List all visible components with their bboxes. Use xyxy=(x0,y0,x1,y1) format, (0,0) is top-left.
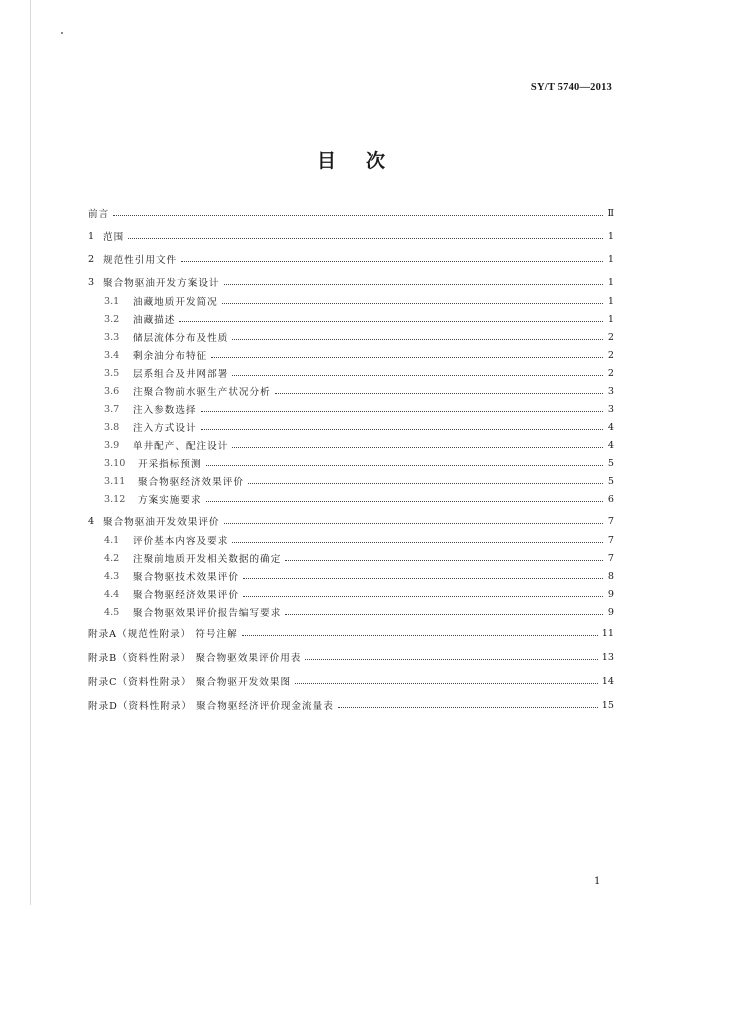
toc-entry-number: 3.11 xyxy=(104,475,126,487)
dot-leader xyxy=(305,659,597,660)
standard-code: SY/T 5740—2013 xyxy=(530,82,612,93)
toc-entry-label: 范围 xyxy=(103,232,125,243)
toc-entry-label: 附录C（资料性附录） 聚合物驱开发效果图 xyxy=(88,677,292,688)
toc-entry xyxy=(88,514,614,528)
toc-entry xyxy=(104,330,614,344)
toc-entry-number: 3.12 xyxy=(104,493,126,505)
dot-leader xyxy=(181,261,603,262)
toc-entry-page: 1 xyxy=(607,295,614,307)
dot-leader xyxy=(113,215,603,216)
dot-leader xyxy=(211,357,603,358)
toc-entry xyxy=(88,698,614,712)
toc-entry-label: 聚合物驱技术效果评价 xyxy=(133,572,239,583)
toc-entry-label: 聚合物驱油开发方案设计 xyxy=(103,278,220,289)
toc-entry-page: 14 xyxy=(601,675,614,687)
toc-entry-label: 附录D（资料性附录） 聚合物驱经济评价现金流量表 xyxy=(88,701,334,712)
toc-entry-page: 7 xyxy=(607,552,614,564)
toc-entry xyxy=(104,294,614,308)
toc-entry-page: 2 xyxy=(607,367,614,379)
toc-entry-page: 5 xyxy=(607,457,614,469)
dot-leader xyxy=(222,303,603,304)
scan-edge xyxy=(30,0,31,905)
toc-entry-page: 11 xyxy=(601,627,614,639)
toc-entry-label: 注聚合物前水驱生产状况分析 xyxy=(133,387,271,398)
toc-entry xyxy=(104,312,614,326)
dot-leader xyxy=(232,542,603,543)
toc-entry-label: 规范性引用文件 xyxy=(103,255,178,266)
toc-entry xyxy=(104,551,614,565)
toc-entry-page: 1 xyxy=(607,253,614,265)
toc-entry-number: 3.6 xyxy=(104,385,120,397)
toc-entry xyxy=(104,456,614,470)
toc-entry-page: 4 xyxy=(607,439,614,451)
dot-leader xyxy=(285,560,603,561)
toc-entry-number: 3.7 xyxy=(104,403,120,415)
page-number: 1 xyxy=(594,876,601,887)
toc-entry xyxy=(88,674,614,688)
toc-entry-number: 3.1 xyxy=(104,295,120,307)
toc-entry-label: 注聚前地质开发相关数据的确定 xyxy=(133,554,282,565)
toc-entry-number: 4.5 xyxy=(104,606,120,618)
toc-entry-page: 13 xyxy=(601,651,614,663)
toc-entry-label: 层系组合及井网部署 xyxy=(133,369,229,380)
dot-leader xyxy=(243,578,603,579)
dot-leader xyxy=(232,447,603,448)
dot-leader xyxy=(275,393,603,394)
toc-entry-number: 3.10 xyxy=(104,457,126,469)
toc-entry xyxy=(104,438,614,452)
toc-entry-number: 4.1 xyxy=(104,534,120,546)
toc-entry-number: 3.9 xyxy=(104,439,120,451)
toc-entry xyxy=(88,275,614,289)
toc-entry-label: 开采指标预测 xyxy=(138,459,202,470)
dot-leader xyxy=(206,501,603,502)
toc-entry xyxy=(104,384,614,398)
toc-entry-number: 4.3 xyxy=(104,570,120,582)
toc-entry-number: 3 xyxy=(88,276,95,288)
dot-leader xyxy=(295,683,598,684)
toc-entry xyxy=(104,492,614,506)
dot-leader xyxy=(243,596,603,597)
toc-entry-number: 3.3 xyxy=(104,331,120,343)
toc-entry xyxy=(104,474,614,488)
toc-entry-label: 方案实施要求 xyxy=(138,495,202,506)
dot-leader xyxy=(232,375,603,376)
toc-entry xyxy=(104,569,614,583)
toc-entry-number: 4 xyxy=(88,515,95,527)
dot-leader xyxy=(201,429,603,430)
toc-entry-label: 前言 xyxy=(88,209,110,220)
toc-entry-number: 3.2 xyxy=(104,313,120,325)
toc-entry-label: 注入参数选择 xyxy=(133,405,197,416)
toc-entry-page: 3 xyxy=(607,385,614,397)
dot-leader xyxy=(224,523,603,524)
toc-entry-label: 注入方式设计 xyxy=(133,423,197,434)
toc-entry-page: 2 xyxy=(607,349,614,361)
toc-entry-page: 15 xyxy=(601,699,614,711)
toc-entry-number: 4.2 xyxy=(104,552,120,564)
toc-entry-label: 单井配产、配注设计 xyxy=(133,441,229,452)
toc-entry-page: 4 xyxy=(607,421,614,433)
scan-speck xyxy=(61,32,63,34)
dot-leader xyxy=(206,465,603,466)
toc-entry xyxy=(104,533,614,547)
toc-entry-label: 油藏地质开发简况 xyxy=(133,297,218,308)
toc-entry-page: 8 xyxy=(607,570,614,582)
toc-entry-page: 3 xyxy=(607,403,614,415)
toc-entry xyxy=(104,587,614,601)
dot-leader xyxy=(128,238,603,239)
toc-entry xyxy=(88,206,614,220)
toc-entry-number: 1 xyxy=(88,230,95,242)
toc-entry xyxy=(88,252,614,266)
dot-leader xyxy=(179,321,603,322)
toc-entry-number: 3.5 xyxy=(104,367,120,379)
dot-leader xyxy=(248,483,603,484)
toc-entry-page: 9 xyxy=(607,588,614,600)
toc-entry-number: 2 xyxy=(88,253,95,265)
toc-entry-label: 附录B（资料性附录） 聚合物驱效果评价用表 xyxy=(88,653,302,664)
toc-entry-page: 5 xyxy=(607,475,614,487)
toc-entry-page: 7 xyxy=(607,534,614,546)
toc-entry-label: 附录A（规范性附录） 符号注解 xyxy=(88,629,238,640)
toc-entry-page: 6 xyxy=(607,493,614,505)
dot-leader xyxy=(242,635,598,636)
toc-entry-page: 1 xyxy=(607,230,614,242)
dot-leader xyxy=(232,339,603,340)
toc-entry-page: 1 xyxy=(607,276,614,288)
dot-leader xyxy=(285,614,603,615)
toc-entry-label: 储层流体分布及性质 xyxy=(133,333,229,344)
toc-entry xyxy=(88,229,614,243)
toc-entry xyxy=(104,420,614,434)
toc-entry xyxy=(88,626,614,640)
toc-entry-number: 4.4 xyxy=(104,588,120,600)
toc-entry xyxy=(104,605,614,619)
toc-entry-page: 7 xyxy=(607,515,614,527)
toc-entry xyxy=(104,402,614,416)
dot-leader xyxy=(224,284,603,285)
toc-entry-label: 聚合物驱经济效果评价 xyxy=(133,590,239,601)
toc-entry-label: 剩余油分布特征 xyxy=(133,351,208,362)
toc-entry-number: 3.8 xyxy=(104,421,120,433)
toc-entry-page: Ⅱ xyxy=(607,207,614,219)
toc-entry-label: 聚合物驱效果评价报告编写要求 xyxy=(133,608,282,619)
toc-entry-label: 聚合物驱经济效果评价 xyxy=(138,477,244,488)
toc-entry-page: 9 xyxy=(607,606,614,618)
dot-leader xyxy=(338,707,598,708)
toc-entry-number: 3.4 xyxy=(104,349,120,361)
dot-leader xyxy=(201,411,603,412)
toc-entry-label: 聚合物驱油开发效果评价 xyxy=(103,517,220,528)
toc-entry-page: 1 xyxy=(607,313,614,325)
toc-entry xyxy=(88,650,614,664)
toc-entry-label: 油藏描述 xyxy=(133,315,176,326)
toc-entry-label: 评价基本内容及要求 xyxy=(133,536,229,547)
toc-entry xyxy=(104,348,614,362)
page-title: 目次 xyxy=(317,150,416,172)
toc-entry-page: 2 xyxy=(607,331,614,343)
toc-entry xyxy=(104,366,614,380)
